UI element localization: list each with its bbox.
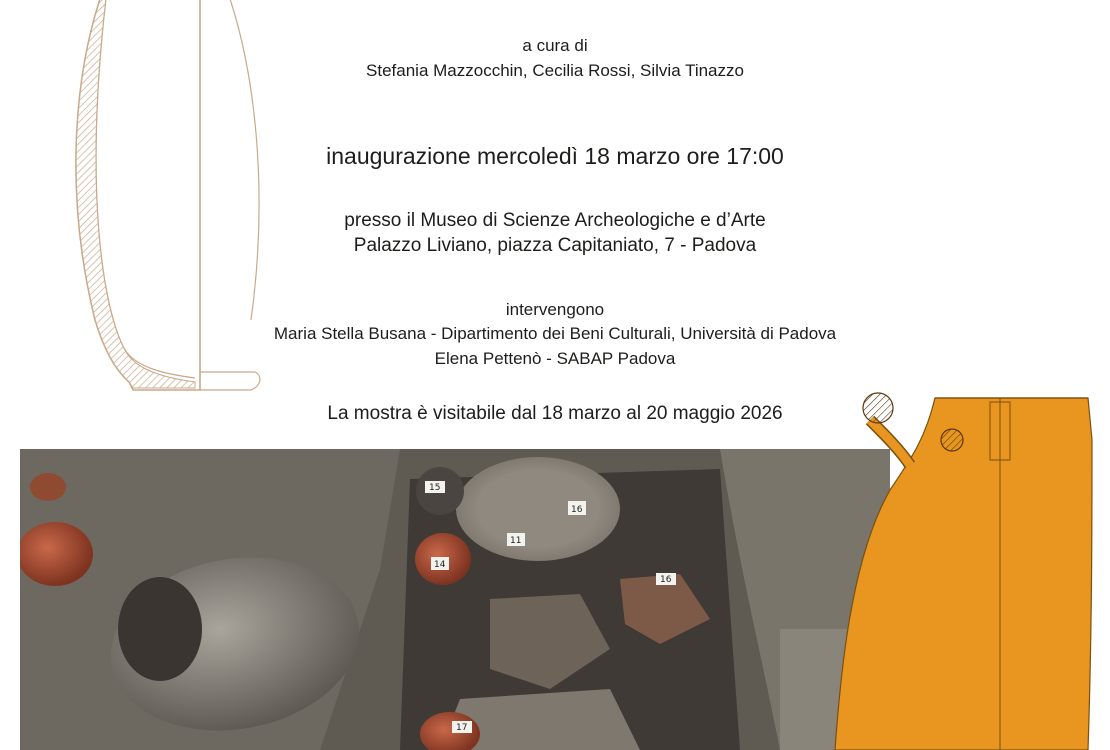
find-tag-label: 17 <box>456 723 468 733</box>
venue-line-2: Palazzo Liviano, piazza Capitaniato, 7 - Padova <box>353 235 757 256</box>
exhibition-dates: La mostra è visitabile dal 18 marzo al 20 maggio 2026 <box>327 403 783 424</box>
excavation-photo <box>20 449 890 750</box>
speaker-2: Elena Pettenò - SABAP Padova <box>434 349 676 368</box>
speaker-1: Maria Stella Busana - Dipartimento dei Beni Culturali, Università di Padova <box>273 324 837 343</box>
amphora-drawing <box>830 380 1110 750</box>
find-tag-label: 16 <box>571 505 583 515</box>
find-tag-label: 16 <box>660 575 672 585</box>
opening-line: inaugurazione mercoledì 18 marzo ore 17:00 <box>326 143 784 169</box>
curators-label: a cura di <box>522 36 588 55</box>
venue-line-1: presso il Museo di Scienze Archeologiche e d’Arte <box>344 210 766 231</box>
curators-names: Stefania Mazzocchin, Cecilia Rossi, Silvia Tinazzo <box>366 61 744 80</box>
find-tag-label: 15 <box>429 483 441 493</box>
find-tag-label: 14 <box>434 560 446 570</box>
find-tag-label: 11 <box>510 536 522 546</box>
speakers-label: intervengono <box>505 300 605 319</box>
